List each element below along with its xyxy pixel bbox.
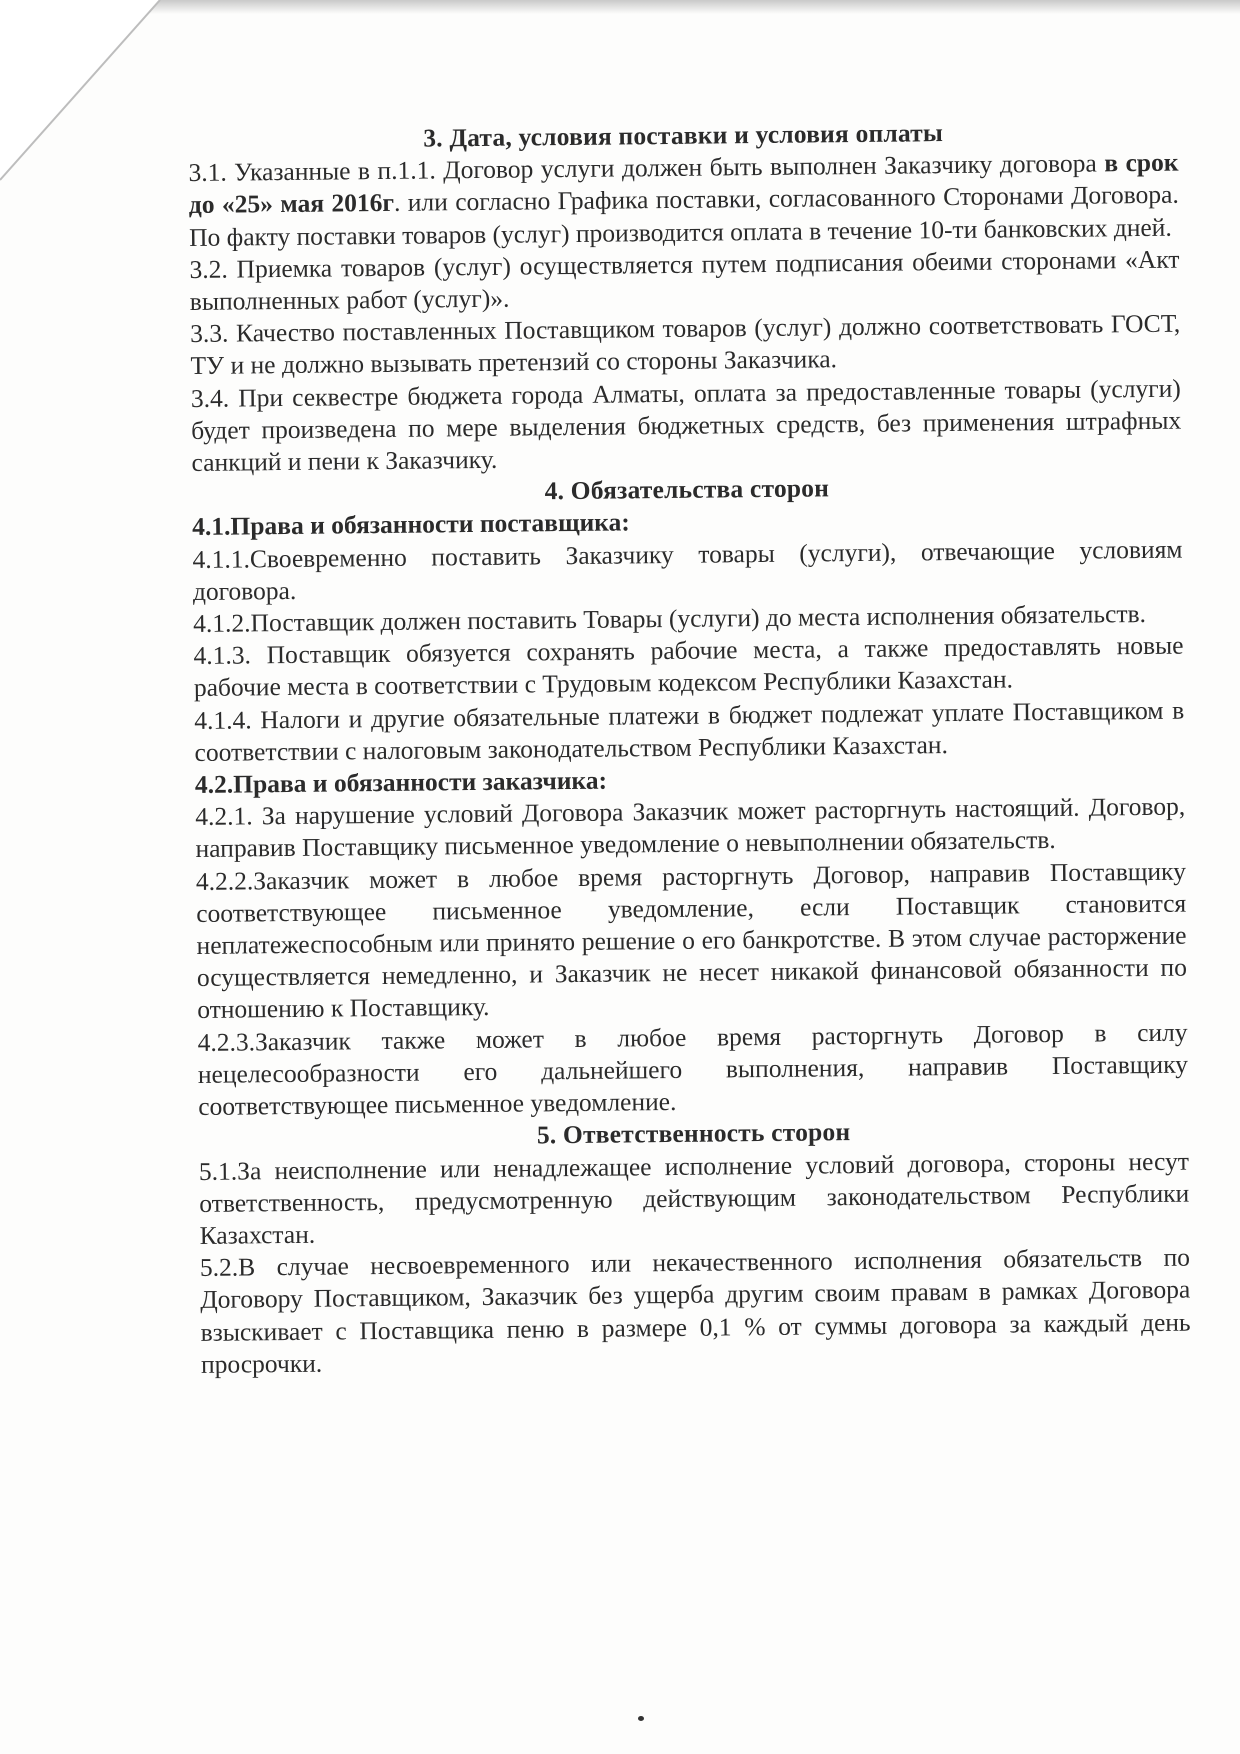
clause-3-4: 3.4. При секвестре бюджета города Алматы, оплата за предоставленные товары (услуги) будет произведена по мере выделения бюджетных средств, без применения штрафных санкций и пени к Заказчику. — [190, 373, 1182, 478]
scan-top-edge-shadow — [140, 0, 1240, 14]
clause-3-3: 3.3. Качество поставленных Поставщиком товаров (услуг) должно соответствовать ГОСТ, ТУ и не должно вызывать претензий со стороны Заказчика. — [190, 308, 1181, 381]
clause-4-1-3: 4.1.3. Поставщик обязуется сохранять рабочие места, а также предоставлять новые рабочие места в соответствии с Трудовым кодексом Республики Казахстан. — [193, 630, 1184, 703]
clause-4-1-2: 4.1.2.Поставщик должен поставить Товары (услуги) до места исполнения обязательств. — [193, 599, 1147, 639]
section-5-title: 5. Ответственность сторон — [536, 1117, 851, 1150]
clause-4-2-1: 4.2.1. За нарушение условий Договора Заказчик может расторгнуть настоящий. Договор, направив Поставщику письменное уведомление о невыполнении обязательств. — [195, 791, 1186, 864]
clause-4-2-3: 4.2.3.Заказчик также может в любое время расторгнуть Договор в силу нецелесообразности его дальнейшего выполнения, направив Поставщику соответствующее письменное уведомление. — [197, 1017, 1189, 1122]
clause-4-1-1: 4.1.1.Своевременно поставить Заказчику товары (услуги), отвечающие условиям договора. — [192, 534, 1183, 606]
folded-corner-shape — [0, 0, 180, 190]
clause-4-1-4: 4.1.4. Налоги и другие обязательные платежи в бюджет подлежат уплате Поставщиком в соответствии с налоговым законодательством Республики Казахстан. — [194, 695, 1185, 767]
clause-3-1 — [188, 147, 1179, 254]
clause-3-1-deadline: в срок до «25» мая 2016г — [188, 147, 1179, 220]
clause-4-2-2: 4.2.2.Заказчик может в любое время расторгнуть Договор, направив Поставщику соответствующее письменное уведомление, если Поставщик становится неплатежеспособным или принято решение о его банкротстве. В этом случае расторжение осуществляется немедленно, и Заказчик не несет никакой финансовой обязанности по отношению к Поставщику. — [195, 856, 1188, 1025]
clause-3-1-text-end: . или согласно Графика поставки, согласованного Сторонами Договора. По факту поставки товаров (услуг) производится оплата в течение 10-ти банковских дней. — [189, 180, 1179, 252]
scan-speck-mark — [638, 1716, 644, 1721]
document-body — [188, 115, 1191, 1381]
subsection-4-2-title: 4.2.Права и обязанности заказчика: — [194, 765, 608, 800]
clause-3-1-text-start: 3.1. Указанные в п.1.1. Договор услуги должен быть выполнен Заказчику договора — [188, 148, 1105, 188]
section-3-title: 3. Дата, условия поставки и условия оплаты — [423, 118, 944, 153]
section-4-title: 4. Обязательства сторон — [544, 473, 830, 506]
clause-5-2: 5.2.В случае несвоевременного или некачественного исполнения обязательств по Договору Поставщиком, Заказчик без ущерба другим своим правам в рамках Договора взыскивает с Поставщика пеню в размере 0,1 % от суммы договора за каждый день просрочки. — [199, 1242, 1191, 1379]
clause-3-2: 3.2. Приемка товаров (услуг) осуществляется путем подписания обеими сторонами «Акт выполненных работ (услуг)». — [189, 244, 1180, 317]
subsection-4-1-title: 4.1.Права и обязанности поставщика: — [192, 507, 630, 542]
clause-5-1: 5.1.За неисполнение или ненадлежащее исполнение условий договора, стороны несут ответственность, предусмотренную действующим законодательством Республики Казахстан. — [198, 1146, 1190, 1250]
